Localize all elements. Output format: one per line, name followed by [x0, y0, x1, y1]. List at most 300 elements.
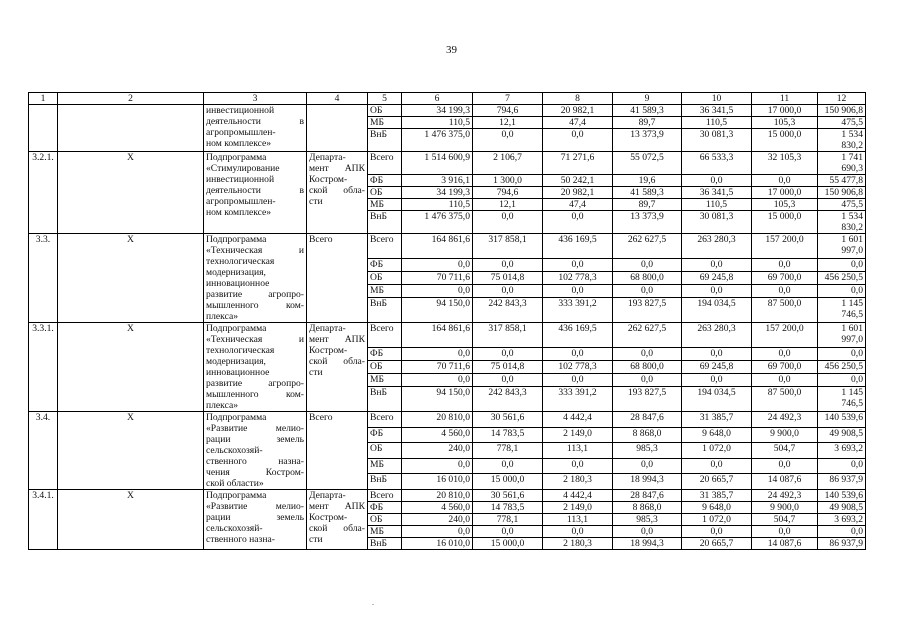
funding-source: ВнБ — [368, 211, 402, 234]
amount-cell: 150 906,8 — [818, 105, 866, 117]
responsible-executor — [307, 234, 368, 323]
amount-cell: 1 072,0 — [682, 443, 752, 459]
amount-cell: 504,7 — [752, 514, 818, 526]
executor-line: Департа- — [309, 490, 346, 501]
program-description — [204, 152, 307, 234]
program-description — [204, 490, 307, 550]
responsible-executor — [307, 323, 368, 412]
funding-source: ФБ — [368, 258, 402, 271]
funding-source: Всего — [368, 490, 402, 502]
funding-source: ОБ — [368, 187, 402, 199]
header-cell: 2 — [58, 93, 204, 105]
amount-cell: 0,0 — [543, 458, 613, 474]
amount-cell: 75 014,8 — [473, 271, 543, 284]
amount-cell: 0,0 — [752, 284, 818, 297]
table-row — [29, 105, 866, 117]
amount-cell: 12,1 — [473, 199, 543, 211]
executor-line: мент АПК — [309, 334, 365, 345]
amount-cell: 0,0 — [613, 458, 682, 474]
funding-source: ОБ — [368, 271, 402, 284]
description-line: чения Костром- — [206, 467, 304, 478]
amount-cell: 0,0 — [682, 347, 752, 360]
amount-cell: 70 711,6 — [402, 360, 473, 373]
amount-cell: 504,7 — [752, 443, 818, 459]
table-row — [29, 234, 866, 259]
description-line: сельскохозяй- — [206, 523, 263, 534]
amount-cell: 0,0 — [682, 458, 752, 474]
amount-cell: 164 861,6 — [402, 234, 473, 259]
amount-cell: 47,4 — [543, 117, 613, 129]
header-cell: 6 — [402, 93, 473, 105]
funding-source: Всего — [368, 412, 402, 428]
amount-cell: 317 858,1 — [473, 323, 543, 348]
amount-cell: 13 373,9 — [613, 129, 682, 152]
program-description — [204, 105, 307, 152]
program-description — [204, 412, 307, 490]
executor-line: ской обла- — [309, 356, 365, 367]
description-line: деятельности в — [206, 116, 304, 127]
description-line: модернизация, — [206, 267, 266, 278]
funding-source: МБ — [368, 458, 402, 474]
description-line: «Развитие мелио- — [206, 501, 304, 512]
amount-cell: 110,5 — [402, 117, 473, 129]
description-line: модернизация, — [206, 356, 266, 367]
amount-cell: 193 827,5 — [613, 387, 682, 412]
executor-line: Департа- — [309, 152, 346, 163]
responsible-executor — [307, 152, 368, 234]
amount-cell: 0,0 — [613, 258, 682, 271]
table-row — [29, 412, 866, 428]
amount-cell: 30 081,3 — [682, 129, 752, 152]
description-line: Подпрограмма — [206, 412, 267, 423]
funding-source: ОБ — [368, 360, 402, 373]
amount-cell: 0,0 — [613, 373, 682, 386]
item-number: 3.4.1. — [29, 490, 58, 550]
amount-cell: 1 741 690,3 — [818, 152, 866, 175]
amount-cell: 71 271,6 — [543, 152, 613, 175]
amount-cell: 28 847,6 — [613, 412, 682, 428]
amount-cell: 68 800,0 — [613, 360, 682, 373]
amount-cell: 2 106,7 — [473, 152, 543, 175]
amount-cell: 263 280,3 — [682, 323, 752, 348]
description-line: плекса» — [206, 400, 239, 411]
header-cell: 5 — [368, 93, 402, 105]
table-row — [29, 152, 866, 175]
amount-cell: 1 300,0 — [473, 175, 543, 187]
funding-source: ВнБ — [368, 474, 402, 490]
funding-source: ОБ — [368, 105, 402, 117]
description-line: инвестиционной — [206, 174, 275, 185]
amount-cell: 94 150,0 — [402, 387, 473, 412]
executor-line: сти — [309, 196, 323, 207]
funding-source: МБ — [368, 373, 402, 386]
amount-cell: 0,0 — [402, 458, 473, 474]
amount-cell: 0,0 — [543, 211, 613, 234]
amount-cell: 0,0 — [402, 526, 473, 538]
amount-cell: 1 145 746,5 — [818, 387, 866, 412]
amount-cell: 0,0 — [752, 458, 818, 474]
amount-cell: 4 560,0 — [402, 427, 473, 443]
amount-cell: 157 200,0 — [752, 323, 818, 348]
funding-source: МБ — [368, 117, 402, 129]
amount-cell: 110,5 — [682, 117, 752, 129]
header-cell: 7 — [473, 93, 543, 105]
amount-cell: 20 810,0 — [402, 412, 473, 428]
description-line: «Развитие мелио- — [206, 423, 304, 434]
description-line: технологическая — [206, 345, 275, 356]
description-line: агропромышлен- — [206, 196, 276, 207]
executor-line: Всего — [309, 234, 333, 245]
amount-cell: 15 000,0 — [752, 129, 818, 152]
amount-cell: 16 010,0 — [402, 474, 473, 490]
funding-source: Всего — [368, 152, 402, 175]
amount-cell: 15 000,0 — [473, 474, 543, 490]
amount-cell: 36 341,5 — [682, 187, 752, 199]
description-line: плекса» — [206, 311, 239, 322]
amount-cell: 8 868,0 — [613, 427, 682, 443]
amount-cell: 113,1 — [543, 443, 613, 459]
amount-cell: 0,0 — [682, 284, 752, 297]
amount-cell: 0,0 — [473, 129, 543, 152]
funding-source: ФБ — [368, 427, 402, 443]
amount-cell: 34 199,3 — [402, 187, 473, 199]
amount-cell: 0,0 — [473, 284, 543, 297]
amount-cell: 9 900,0 — [752, 427, 818, 443]
amount-cell: 262 627,5 — [613, 234, 682, 259]
program-description — [204, 323, 307, 412]
amount-cell: 985,3 — [613, 514, 682, 526]
amount-cell: 0,0 — [613, 347, 682, 360]
amount-cell: 75 014,8 — [473, 360, 543, 373]
amount-cell: 0,0 — [752, 347, 818, 360]
amount-cell: 31 385,7 — [682, 412, 752, 428]
amount-cell: 436 169,5 — [543, 234, 613, 259]
amount-cell: 86 937,9 — [818, 538, 866, 550]
amount-cell: 94 150,0 — [402, 298, 473, 323]
amount-cell: 0,0 — [543, 284, 613, 297]
budget-table — [28, 92, 866, 550]
amount-cell: 3 693,2 — [818, 514, 866, 526]
amount-cell: 140 539,6 — [818, 412, 866, 428]
executor-line: ской обла- — [309, 185, 365, 196]
funding-source: ФБ — [368, 347, 402, 360]
table-row — [29, 490, 866, 502]
amount-cell: 30 561,6 — [473, 490, 543, 502]
amount-cell: 69 700,0 — [752, 271, 818, 284]
amount-cell: 240,0 — [402, 443, 473, 459]
amount-cell: 15 000,0 — [752, 211, 818, 234]
description-line: развитие агропро- — [206, 378, 304, 389]
amount-cell: 86 937,9 — [818, 474, 866, 490]
amount-cell: 0,0 — [402, 347, 473, 360]
amount-cell: 0,0 — [818, 458, 866, 474]
amount-cell: 31 385,7 — [682, 490, 752, 502]
code-cell: X — [58, 152, 204, 234]
code-cell: X — [58, 323, 204, 412]
amount-cell: 14 783,5 — [473, 427, 543, 443]
responsible-executor — [307, 412, 368, 490]
amount-cell: 0,0 — [473, 211, 543, 234]
amount-cell: 0,0 — [682, 175, 752, 187]
code-cell — [58, 105, 204, 152]
description-line: рации земель — [206, 512, 304, 523]
amount-cell: 68 800,0 — [613, 271, 682, 284]
amount-cell: 0,0 — [402, 258, 473, 271]
amount-cell: 1 534 830,2 — [818, 129, 866, 152]
amount-cell: 0,0 — [402, 284, 473, 297]
amount-cell: 0,0 — [752, 373, 818, 386]
description-line: инновационное — [206, 278, 270, 289]
amount-cell: 263 280,3 — [682, 234, 752, 259]
amount-cell: 20 665,7 — [682, 538, 752, 550]
amount-cell: 1 601 997,0 — [818, 323, 866, 348]
amount-cell: 333 391,2 — [543, 298, 613, 323]
amount-cell: 9 648,0 — [682, 427, 752, 443]
amount-cell: 0,0 — [818, 373, 866, 386]
amount-cell: 49 908,5 — [818, 502, 866, 514]
description-line: ном комплексе» — [206, 207, 272, 218]
amount-cell: 317 858,1 — [473, 234, 543, 259]
amount-cell: 1 476 375,0 — [402, 211, 473, 234]
amount-cell: 50 242,1 — [543, 175, 613, 187]
amount-cell: 32 105,3 — [752, 152, 818, 175]
executor-line: Костром- — [309, 174, 348, 185]
amount-cell: 3 693,2 — [818, 443, 866, 459]
header-row — [29, 93, 866, 105]
amount-cell: 194 034,5 — [682, 387, 752, 412]
description-line: развитие агропро- — [206, 289, 304, 300]
header-cell: 3 — [204, 93, 307, 105]
funding-source: ОБ — [368, 514, 402, 526]
amount-cell: 456 250,5 — [818, 271, 866, 284]
funding-source: ВнБ — [368, 298, 402, 323]
amount-cell: 14 087,6 — [752, 474, 818, 490]
amount-cell: 20 810,0 — [402, 490, 473, 502]
description-line: деятельности в — [206, 185, 304, 196]
description-line: технологическая — [206, 256, 275, 267]
amount-cell: 28 847,6 — [613, 490, 682, 502]
amount-cell: 164 861,6 — [402, 323, 473, 348]
item-number: 3.4. — [29, 412, 58, 490]
amount-cell: 24 492,3 — [752, 490, 818, 502]
amount-cell: 14 087,6 — [752, 538, 818, 550]
amount-cell: 105,3 — [752, 117, 818, 129]
amount-cell: 0,0 — [543, 373, 613, 386]
amount-cell: 778,1 — [473, 443, 543, 459]
amount-cell: 0,0 — [402, 373, 473, 386]
amount-cell: 19,6 — [613, 175, 682, 187]
amount-cell: 0,0 — [543, 129, 613, 152]
amount-cell: 9 900,0 — [752, 502, 818, 514]
item-number: 3.2.1. — [29, 152, 58, 234]
amount-cell: 140 539,6 — [818, 490, 866, 502]
amount-cell: 4 442,4 — [543, 412, 613, 428]
amount-cell: 456 250,5 — [818, 360, 866, 373]
executor-line: мент АПК — [309, 501, 365, 512]
header-cell: 4 — [307, 93, 368, 105]
amount-cell: 0,0 — [473, 526, 543, 538]
item-number — [29, 105, 58, 152]
description-line: инвестиционной — [206, 105, 275, 116]
header-cell: 1 — [29, 93, 58, 105]
amount-cell: 17 000,0 — [752, 187, 818, 199]
amount-cell: 240,0 — [402, 514, 473, 526]
funding-source: ВнБ — [368, 387, 402, 412]
amount-cell: 87 500,0 — [752, 387, 818, 412]
description-line: рации земель — [206, 434, 304, 445]
amount-cell: 262 627,5 — [613, 323, 682, 348]
amount-cell: 34 199,3 — [402, 105, 473, 117]
amount-cell: 0,0 — [682, 373, 752, 386]
amount-cell: 41 589,3 — [613, 105, 682, 117]
executor-line: сти — [309, 367, 323, 378]
description-line: «Стимулирование — [206, 163, 280, 174]
amount-cell: 20 982,1 — [543, 187, 613, 199]
item-number: 3.3. — [29, 234, 58, 323]
amount-cell: 24 492,3 — [752, 412, 818, 428]
page-number: 39 — [446, 44, 457, 56]
executor-line: сти — [309, 534, 323, 545]
amount-cell: 70 711,6 — [402, 271, 473, 284]
amount-cell: 2 149,0 — [543, 502, 613, 514]
amount-cell: 194 034,5 — [682, 298, 752, 323]
amount-cell: 2 180,3 — [543, 474, 613, 490]
scan-dot — [372, 604, 374, 605]
item-number: 3.3.1. — [29, 323, 58, 412]
amount-cell: 0,0 — [473, 347, 543, 360]
amount-cell: 20 982,1 — [543, 105, 613, 117]
header-cell: 12 — [818, 93, 866, 105]
description-line: Подпрограмма — [206, 152, 267, 163]
amount-cell: 985,3 — [613, 443, 682, 459]
amount-cell: 89,7 — [613, 117, 682, 129]
description-line: Подпрограмма — [206, 234, 267, 245]
amount-cell: 157 200,0 — [752, 234, 818, 259]
amount-cell: 13 373,9 — [613, 211, 682, 234]
amount-cell: 17 000,0 — [752, 105, 818, 117]
amount-cell: 778,1 — [473, 514, 543, 526]
executor-line: ской обла- — [309, 523, 365, 534]
amount-cell: 8 868,0 — [613, 502, 682, 514]
amount-cell: 2 149,0 — [543, 427, 613, 443]
amount-cell: 89,7 — [613, 199, 682, 211]
code-cell: X — [58, 234, 204, 323]
amount-cell: 475,5 — [818, 199, 866, 211]
description-line: инновационное — [206, 367, 270, 378]
amount-cell: 0,0 — [752, 175, 818, 187]
executor-line: Всего — [309, 412, 333, 423]
description-line: ном комплексе» — [206, 138, 272, 149]
amount-cell: 1 514 600,9 — [402, 152, 473, 175]
amount-cell: 0,0 — [543, 347, 613, 360]
amount-cell: 105,3 — [752, 199, 818, 211]
funding-source: ВнБ — [368, 129, 402, 152]
description-line: сельскохозяй- — [206, 445, 263, 456]
amount-cell: 242 843,3 — [473, 298, 543, 323]
funding-source: МБ — [368, 526, 402, 538]
amount-cell: 0,0 — [543, 526, 613, 538]
amount-cell: 0,0 — [473, 258, 543, 271]
description-line: ской области» — [206, 478, 264, 489]
amount-cell: 69 700,0 — [752, 360, 818, 373]
program-description — [204, 234, 307, 323]
executor-line: мент АПК — [309, 163, 365, 174]
amount-cell: 475,5 — [818, 117, 866, 129]
amount-cell: 20 665,7 — [682, 474, 752, 490]
amount-cell: 1 601 997,0 — [818, 234, 866, 259]
amount-cell: 436 169,5 — [543, 323, 613, 348]
amount-cell: 55 477,8 — [818, 175, 866, 187]
amount-cell: 0,0 — [682, 526, 752, 538]
amount-cell: 4 442,4 — [543, 490, 613, 502]
amount-cell: 0,0 — [473, 373, 543, 386]
amount-cell: 333 391,2 — [543, 387, 613, 412]
amount-cell: 87 500,0 — [752, 298, 818, 323]
funding-source: МБ — [368, 199, 402, 211]
amount-cell: 150 906,8 — [818, 187, 866, 199]
executor-line: Костром- — [309, 345, 348, 356]
amount-cell: 1 145 746,5 — [818, 298, 866, 323]
amount-cell: 110,5 — [402, 199, 473, 211]
amount-cell: 193 827,5 — [613, 298, 682, 323]
description-line: «Техническая и — [206, 245, 304, 256]
amount-cell: 102 778,3 — [543, 360, 613, 373]
amount-cell: 0,0 — [818, 258, 866, 271]
code-cell: X — [58, 490, 204, 550]
responsible-executor — [307, 490, 368, 550]
description-line: ственного назна- — [206, 534, 275, 545]
header-cell: 10 — [682, 93, 752, 105]
amount-cell: 16 010,0 — [402, 538, 473, 550]
amount-cell: 49 908,5 — [818, 427, 866, 443]
amount-cell: 4 560,0 — [402, 502, 473, 514]
amount-cell: 47,4 — [543, 199, 613, 211]
description-line: мышленного ком- — [206, 389, 304, 400]
amount-cell: 0,0 — [752, 526, 818, 538]
amount-cell: 12,1 — [473, 117, 543, 129]
amount-cell: 1 534 830,2 — [818, 211, 866, 234]
amount-cell: 794,6 — [473, 105, 543, 117]
code-cell: X — [58, 412, 204, 490]
funding-source: ФБ — [368, 175, 402, 187]
table-row — [29, 323, 866, 348]
amount-cell: 0,0 — [818, 347, 866, 360]
funding-source: ВнБ — [368, 538, 402, 550]
amount-cell: 0,0 — [613, 526, 682, 538]
funding-source: Всего — [368, 234, 402, 259]
amount-cell: 0,0 — [682, 258, 752, 271]
amount-cell: 69 245,8 — [682, 271, 752, 284]
amount-cell: 113,1 — [543, 514, 613, 526]
amount-cell: 0,0 — [752, 258, 818, 271]
header-cell: 8 — [543, 93, 613, 105]
amount-cell: 794,6 — [473, 187, 543, 199]
amount-cell: 3 916,1 — [402, 175, 473, 187]
amount-cell: 242 843,3 — [473, 387, 543, 412]
amount-cell: 69 245,8 — [682, 360, 752, 373]
amount-cell: 0,0 — [473, 458, 543, 474]
amount-cell: 1 072,0 — [682, 514, 752, 526]
funding-source: МБ — [368, 284, 402, 297]
amount-cell: 55 072,5 — [613, 152, 682, 175]
description-line: ственного назна- — [206, 456, 304, 467]
amount-cell: 102 778,3 — [543, 271, 613, 284]
amount-cell: 0,0 — [543, 258, 613, 271]
description-line: мышленного ком- — [206, 300, 304, 311]
amount-cell: 66 533,3 — [682, 152, 752, 175]
description-line: Подпрограмма — [206, 323, 267, 334]
description-line: «Техническая и — [206, 334, 304, 345]
